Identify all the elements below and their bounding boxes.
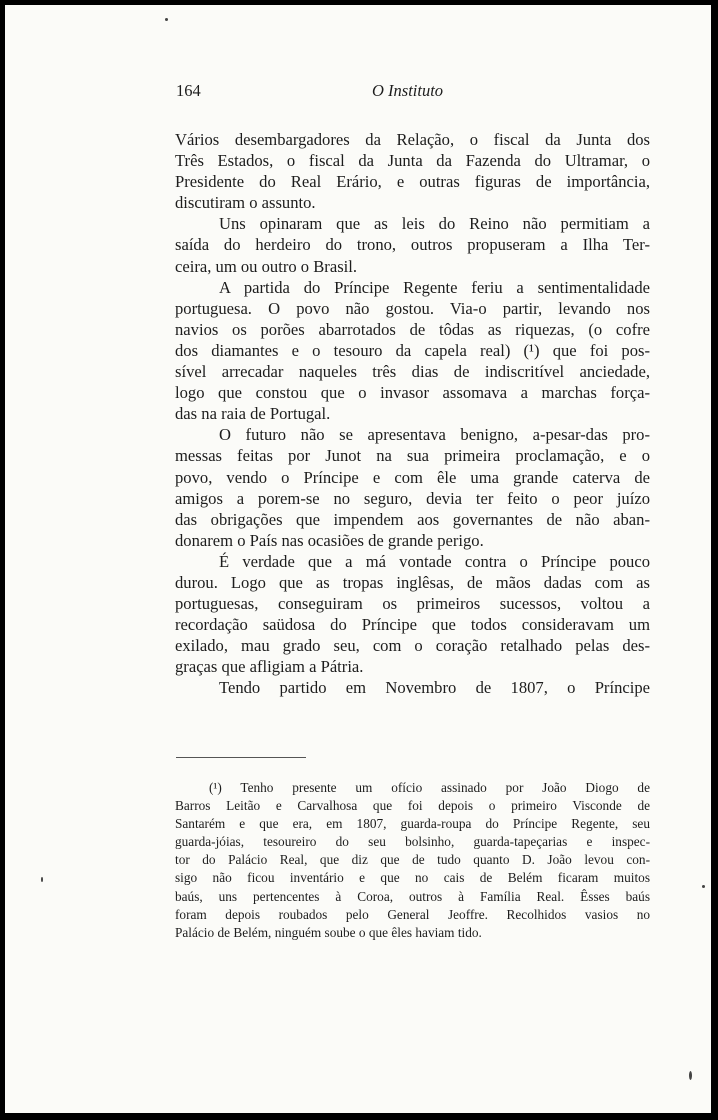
footnote-line: guarda-jóias, tesoureiro do seu bolsinho, guarda-tapeçarias e inspec- (175, 834, 650, 850)
text-line: Uns opinaram que as leis do Reino não permitiam a (219, 214, 650, 234)
text-line: É verdade que a má vontade contra o Príncipe pouco (219, 551, 650, 571)
text-line: povo, vendo o Príncipe e com êle uma grande caterva de (175, 467, 650, 487)
text-line: das na raia de Portugal. (175, 404, 331, 424)
text-line: portuguesa. O povo não gostou. Via-o partir, levando nos (175, 298, 650, 318)
footnote-line: sigo não ficou inventário e que no cais de Belém ficaram muitos (175, 870, 650, 886)
text-line: Vários desembargadores da Relação, o fiscal da Junta dos (175, 130, 650, 149)
text-line: graças que afligiam a Pátria. (175, 657, 364, 677)
scan-speck (689, 1071, 692, 1080)
footnote-line: foram depois roubados pelo General Jeoffre. Recolhidos vasios no (175, 906, 650, 922)
text-line: navios os porões abarrotados de tôdas as riquezas, (o cofre (175, 319, 650, 339)
footnote-line: tor do Palácio Real, que diz que de tudo quanto D. João levou con- (175, 852, 650, 868)
footnote-line: Santarém e que era, em 1807, guarda-roupa do Príncipe Regente, seu (175, 816, 650, 832)
scan-speck (165, 18, 168, 21)
page-header (5, 81, 711, 105)
text-line: durou. Logo que as tropas inglêsas, de mãos dadas com as (175, 572, 650, 592)
text-line: Três Estados, o fiscal da Junta da Fazenda do Ultramar, o (175, 151, 650, 171)
text-line: portuguesas, conseguiram os primeiros sucessos, voltou a (175, 594, 650, 614)
text-line: O futuro não se apresentava benigno, a-pesar-das pro- (219, 425, 650, 445)
text-line: saída do herdeiro do trono, outros propuseram a Ilha Ter- (175, 235, 650, 255)
scan-speck (41, 877, 43, 882)
text-line: dos diamantes e o tesouro da capela real) (¹) que foi pos- (175, 340, 650, 360)
text-line: recordação saüdosa do Príncipe que todos consideravam um (175, 615, 650, 635)
text-line: discutiram o assunto. (175, 193, 316, 213)
book-page (5, 5, 711, 1113)
text-line: ceira, um ou outro o Brasil. (175, 256, 358, 276)
scan-speck (702, 885, 705, 888)
text-line: sível arrecadar naqueles três dias de indiscritível anciedade, (175, 362, 650, 382)
footnote-line: Palácio de Belém, ninguém soube o que êles haviam tido. (175, 924, 482, 940)
footnote-rule (176, 757, 306, 758)
text-line: Presidente do Real Erário, e outras figuras de importância, (175, 172, 650, 192)
footnote-line: (¹) Tenho presente um ofício assinado por João Diogo de (209, 780, 650, 795)
page-number: 164 (176, 81, 201, 100)
text-line: exilado, mau grado seu, com o coração retalhado pelas des- (175, 636, 650, 656)
footnotes (175, 779, 650, 942)
footnote-line: Barros Leitão e Carvalhosa que foi depois o primeiro Visconde de (175, 798, 650, 814)
footnote-line: baús, uns pertencentes à Coroa, outros à Família Real. Êsses baús (175, 888, 650, 904)
running-title: O Instituto (372, 81, 444, 100)
text-line: amigos a porem-se no seguro, devia ter feito o peor juízo (175, 488, 650, 508)
text-line: donarem o País nas ocasiões de grande perigo. (175, 530, 484, 550)
text-line: A partida do Príncipe Regente feriu a sentimentalidade (219, 277, 650, 297)
text-line: Tendo partido em Novembro de 1807, o Príncipe (219, 678, 650, 698)
text-line: messas feitas por Junot na sua primeira proclamação, e o (175, 446, 650, 466)
text-line: das obrigações que impendem aos governantes de não aban- (175, 509, 650, 529)
text-line: logo que constou que o invasor assomava a marchas força- (175, 383, 650, 403)
body-text (175, 129, 650, 699)
